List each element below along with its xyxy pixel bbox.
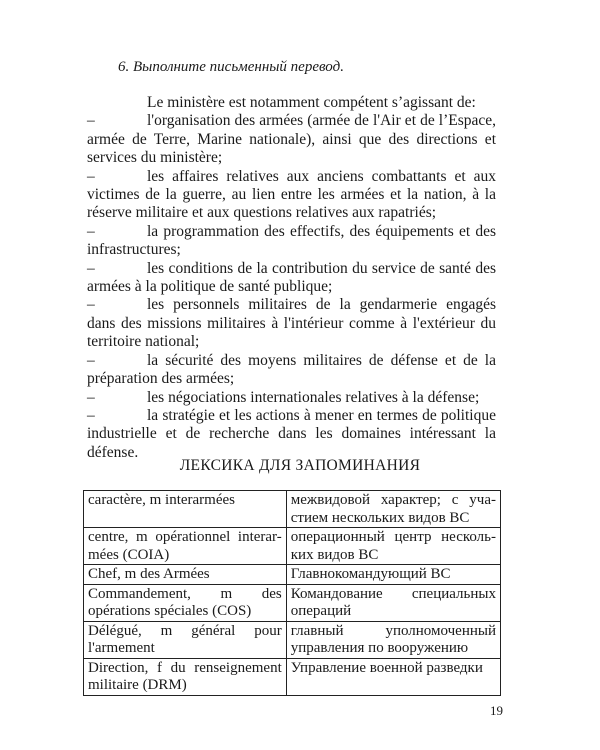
list-item-text: les affaires relatives aux anciens combattants et aux <box>147 167 496 185</box>
list-item-text: la stratégie et les actions à mener en termes de politique <box>147 406 496 424</box>
list-item <box>87 112 496 167</box>
table-row <box>84 584 501 621</box>
list-item-text: industrielle et de recherche dans les domaines intéressant la <box>87 425 496 443</box>
russian-term-cell <box>286 491 500 528</box>
list-item-text: les personnels militaires de la gendarmerie engagés dans <box>87 296 496 332</box>
cell-text: Главнокомандующий ВС <box>290 566 451 582</box>
cell-text: mées (COIA) <box>88 546 170 563</box>
list-dash: – <box>87 296 95 314</box>
list-item-text: l'organisation des armées (armée de l'Air et de l’Espace, <box>147 112 496 130</box>
list-item-text: des missions militaires à l'intérieur comme à l'extérieur du territoire <box>87 314 497 351</box>
cell-text: стием нескольких видов ВС <box>290 509 470 526</box>
french-term-cell <box>84 621 287 658</box>
french-term-cell <box>84 658 287 695</box>
list-item-text: les conditions de la contribution du service de santé des <box>147 259 496 277</box>
cell-text: Délégué, m général pour <box>88 622 282 639</box>
list-dash: – <box>87 351 95 369</box>
cell-text: caractère, m interarmées <box>88 492 235 508</box>
list-dash: – <box>87 222 95 240</box>
list-item <box>87 296 496 351</box>
cell-text: Commandement, m des <box>88 585 282 602</box>
cell-text: opérations spéciales (COS) <box>88 603 252 619</box>
french-term-cell <box>84 491 287 528</box>
list-item-text: les négociations internationales relatives à la défense; <box>147 388 480 406</box>
russian-term-cell <box>286 565 500 585</box>
list-item-text: la sécurité des moyens militaires de défense et de la <box>147 351 496 369</box>
cell-text: межвидовой характер; с уча- <box>290 492 496 508</box>
list-item-text: national; <box>145 333 200 351</box>
french-term-cell <box>84 584 287 621</box>
cell-text: l'armement <box>88 640 155 656</box>
russian-term-cell <box>286 584 500 621</box>
cell-text: операций <box>290 603 352 619</box>
table-row <box>84 658 501 695</box>
cell-text: ких видов ВС <box>290 546 379 563</box>
cell-text: операционный центр несколь- <box>290 529 496 545</box>
list-item <box>87 223 496 260</box>
list-item <box>87 407 496 462</box>
cell-text: Управление военной разведки <box>290 659 483 676</box>
list-dash: – <box>87 167 95 185</box>
intro-line: Le ministère est notamment compétent s’agissant de: <box>147 94 476 111</box>
list-item-text: défense. <box>87 443 139 461</box>
text-block <box>87 94 496 462</box>
cell-text: Командование специальных <box>290 585 496 602</box>
list-item-text: la programmation des effectifs, des équipements et des <box>147 222 496 240</box>
table-row <box>84 491 501 528</box>
list-item-text: réserve militaire et aux questions relatives aux rapatriés; <box>87 204 437 222</box>
russian-term-cell <box>286 621 500 658</box>
russian-term-cell <box>286 658 500 695</box>
vocab-heading: ЛЕКСИКА ДЛЯ ЗАПОМИНАНИЯ <box>179 457 421 474</box>
list-item <box>87 352 496 389</box>
list-dash: – <box>87 259 95 277</box>
list-item-text: services du ministère; <box>87 149 223 167</box>
russian-term-cell <box>286 528 500 565</box>
cell-text: управления по вооружению <box>290 640 469 656</box>
list-dash: – <box>87 388 95 406</box>
item-list <box>87 112 496 462</box>
table-row <box>84 621 501 658</box>
cell-text: centre, m opérationnel interar- <box>88 529 282 545</box>
cell-text: главный уполномоченный <box>290 622 496 639</box>
list-dash: – <box>87 112 95 130</box>
vocab-table <box>83 490 501 696</box>
list-item-text: préparation des armées; <box>87 370 235 388</box>
cell-text: Direction, f du renseignement <box>88 659 282 676</box>
french-term-cell <box>84 528 287 565</box>
table-row <box>84 528 501 565</box>
cell-text: Chef, m des Armées <box>88 566 210 582</box>
list-dash: – <box>87 406 95 424</box>
list-item <box>87 168 496 223</box>
list-item-text: armée de Terre, Marine nationale), ainsi que des directions et <box>87 130 496 148</box>
list-item-text: armées à la politique de santé publique; <box>87 278 333 296</box>
list-item-text: victimes de la guerre, au lien entre les armées et la nation, à la <box>87 186 496 204</box>
list-item <box>87 389 496 407</box>
list-item-text: infrastructures; <box>87 241 181 259</box>
list-item <box>87 260 496 297</box>
page-number: 19 <box>490 703 503 718</box>
table-row <box>84 565 501 585</box>
exercise-title: 6. Выполните письменный перевод. <box>118 59 344 75</box>
cell-text: militaire (DRM) <box>88 677 187 693</box>
french-term-cell <box>84 565 287 585</box>
